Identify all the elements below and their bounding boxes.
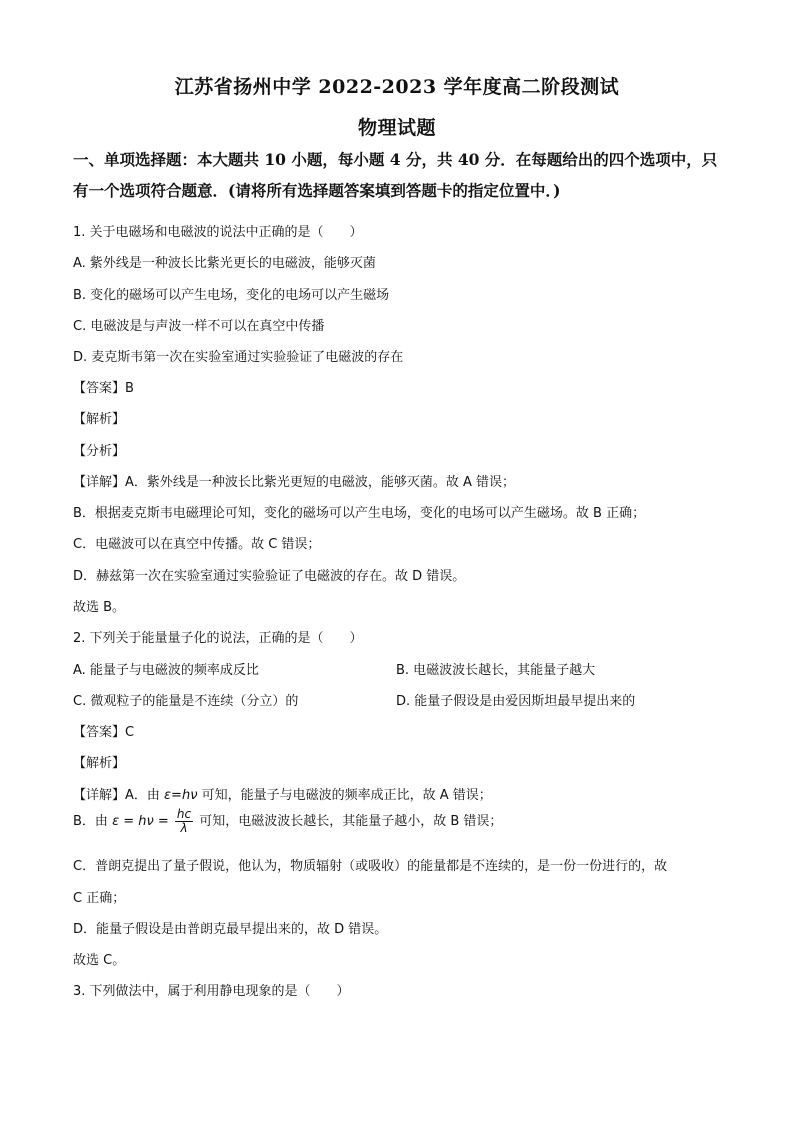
question-2-option-b: B. 电磁波波长越长，其能量子越大 (396, 663, 596, 678)
section-heading-line-1: 一、单项选择题：本大题共 10 小题，每小题 4 分，共 40 分．在每题给出的四个选项中，只 (73, 150, 718, 169)
question-1-conclusion: 故选 B。 (73, 600, 126, 615)
question-1-option-c: C. 电磁波是与声波一样不可以在真空中传播 (73, 319, 325, 334)
question-1-fenxi-label: 【分析】 (73, 444, 126, 459)
hc-over-lambda-fraction (175, 808, 193, 835)
planck-relation-formula: ε=hν (164, 788, 198, 803)
exam-title: 江苏省扬州中学 2022-2023 学年度高二阶段测试 (174, 76, 620, 98)
fraction-numerator: hc (176, 807, 192, 821)
question-2-detail-c-line-2: C 正确； (73, 891, 126, 906)
question-2-conclusion: 故选 C。 (73, 953, 126, 968)
question-2-option-a: A. 能量子与电磁波的频率成反比 (73, 663, 259, 678)
question-2-detail-d: D．能量子假设是由普朗克最早提出来的，故 D 错误。 (73, 922, 388, 937)
question-1-option-b: B. 变化的磁场可以产生电场，变化的电场可以产生磁场 (73, 288, 390, 303)
question-1-answer: 【答案】B (73, 381, 134, 396)
question-1-detail-d: D．赫兹第一次在实验室通过实验验证了电磁波的存在。故 D 错误。 (73, 569, 466, 584)
question-2-detail-c-line-1: C．普朗克提出了量子假说，他认为，物质辐射（或吸收）的能量都是不连续的，是一份一份进行的，故 (73, 859, 668, 874)
detail-a-prefix: 【详解】A．由 (73, 788, 165, 803)
question-1-detail-c: C．电磁波可以在真空中传播。故 C 错误； (73, 537, 321, 552)
question-1-stem: 1. 关于电磁场和电磁波的说法中正确的是（ ） (73, 225, 363, 240)
question-1-analysis-label: 【解析】 (73, 412, 126, 427)
question-3-stem: 3. 下列做法中，属于利用静电现象的是（ ） (73, 984, 350, 999)
question-1-detail-b: B．根据麦克斯韦电磁理论可知，变化的磁场可以产生电场，变化的电场可以产生磁场。故 B 正确； (73, 506, 646, 521)
question-2-answer: 【答案】C (73, 725, 135, 740)
energy-formula: ε = hν = (112, 814, 173, 829)
question-1-detail-a: 【详解】A．紫外线是一种波长比紫光更短的电磁波，能够灭菌。故 A 错误； (73, 475, 516, 490)
question-2-stem: 2. 下列关于能量量子化的说法，正确的是（ ） (73, 631, 363, 646)
fraction-denominator: λ (180, 821, 188, 835)
question-2-analysis-label: 【解析】 (73, 756, 126, 771)
detail-a-suffix: 可知，能量子与电磁波的频率成正比，故 A 错误； (197, 788, 492, 803)
detail-b-prefix: B．由 (73, 814, 113, 829)
detail-b-suffix: 可知，电磁波波长越长，其能量子越小，故 B 错误； (195, 814, 503, 829)
question-2-detail-a (73, 784, 492, 803)
question-2-option-d: D. 能量子假设是由爱因斯坦最早提出来的 (396, 694, 636, 709)
section-heading-line-2: 有一个选项符合题意．(请将所有选择题答案填到答题卡的指定位置中．) (73, 181, 561, 200)
question-1-option-d: D. 麦克斯韦第一次在实验室通过实验验证了电磁波的存在 (73, 350, 404, 365)
question-1-option-a: A. 紫外线是一种波长比紫光更长的电磁波，能够灭菌 (73, 256, 376, 271)
exam-subtitle: 物理试题 (357, 117, 436, 139)
question-2-option-c: C. 微观粒子的能量是不连续（分立）的 (73, 694, 299, 709)
question-2-detail-b (73, 808, 502, 835)
